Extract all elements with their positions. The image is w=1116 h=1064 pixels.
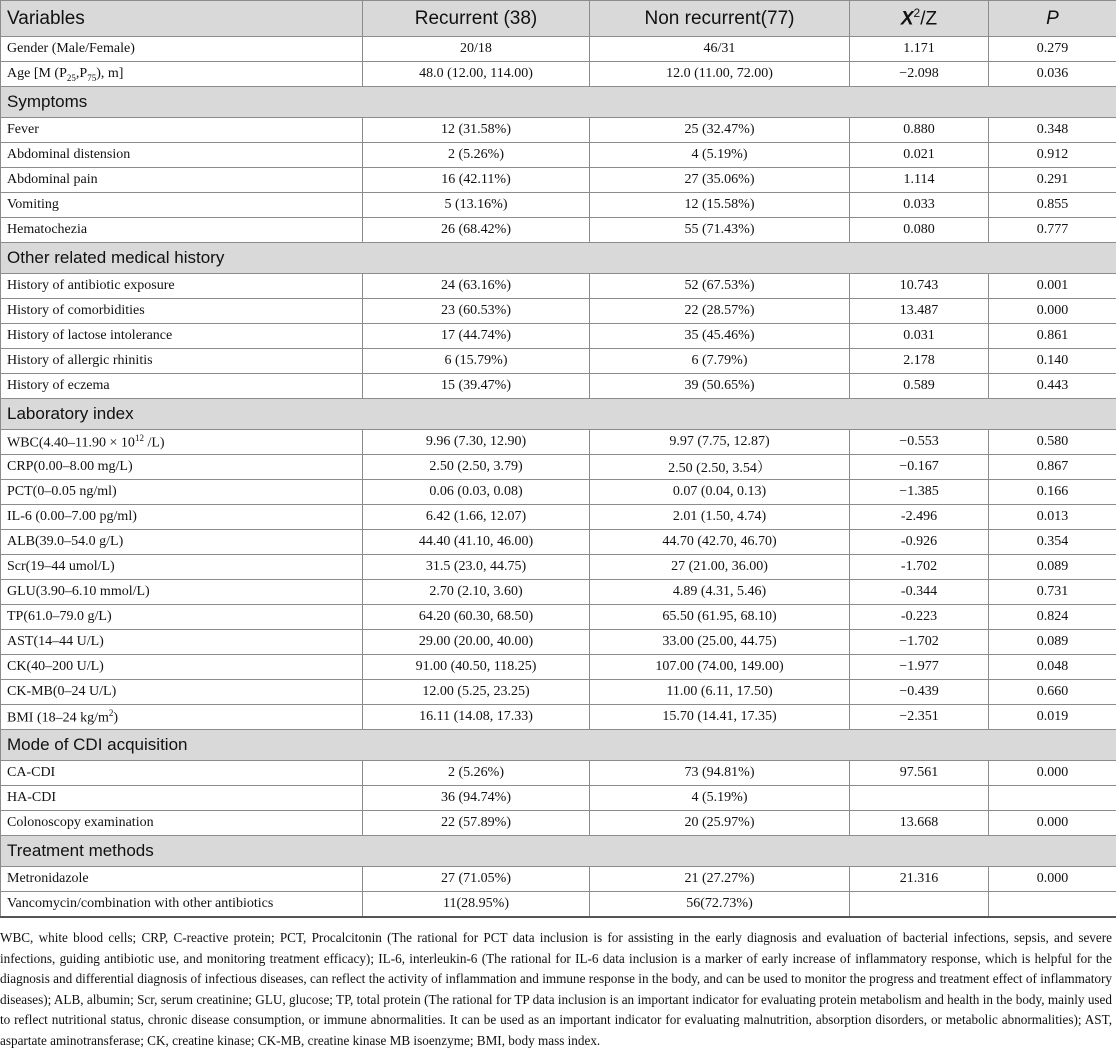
non-recurrent-cell: 55 (71.43%) — [590, 218, 850, 243]
recurrent-cell: 5 (13.16%) — [363, 193, 590, 218]
statistic-cell: 13.668 — [850, 811, 989, 836]
p-value-cell: 0.001 — [989, 274, 1116, 299]
variable-cell: IL-6 (0.00–7.00 pg/ml) — [1, 505, 363, 530]
header-statistic-superscript: 2 — [913, 6, 921, 21]
table-row — [1, 555, 1116, 580]
statistic-cell: -0.926 — [850, 530, 989, 555]
recurrent-cell: 11(28.95%) — [363, 892, 590, 918]
header-variables: Variables — [1, 1, 363, 37]
section-row — [1, 836, 1116, 867]
non-recurrent-cell: 2.50 (2.50, 3.54） — [590, 455, 850, 480]
section-row — [1, 243, 1116, 274]
section-row — [1, 730, 1116, 761]
recurrent-cell: 16.11 (14.08, 17.33) — [363, 705, 590, 730]
statistic-cell: −1.702 — [850, 630, 989, 655]
table-row — [1, 168, 1116, 193]
p-value-cell: 0.019 — [989, 705, 1116, 730]
table-row — [1, 274, 1116, 299]
section-label: Laboratory index — [1, 399, 1116, 430]
table-header — [1, 1, 1116, 37]
variable-cell: CRP(0.00–8.00 mg/L) — [1, 455, 363, 480]
recurrent-cell: 31.5 (23.0, 44.75) — [363, 555, 590, 580]
recurrent-cell: 9.96 (7.30, 12.90) — [363, 430, 590, 455]
p-value-cell: 0.013 — [989, 505, 1116, 530]
recurrent-cell: 12 (31.58%) — [363, 118, 590, 143]
p-value-cell: 0.443 — [989, 374, 1116, 399]
statistic-cell: 0.033 — [850, 193, 989, 218]
header-recurrent: Recurrent (38) — [363, 1, 590, 37]
variable-cell: CA-CDI — [1, 761, 363, 786]
table-row — [1, 580, 1116, 605]
variable-cell: Colonoscopy examination — [1, 811, 363, 836]
statistic-cell: −0.167 — [850, 455, 989, 480]
p-value-cell: 0.660 — [989, 680, 1116, 705]
non-recurrent-cell: 9.97 (7.75, 12.87) — [590, 430, 850, 455]
statistic-cell: −0.553 — [850, 430, 989, 455]
table-row — [1, 374, 1116, 399]
table-row — [1, 505, 1116, 530]
recurrent-cell: 48.0 (12.00, 114.00) — [363, 62, 590, 87]
recurrent-cell: 2.50 (2.50, 3.79) — [363, 455, 590, 480]
variable-cell: Vancomycin/combination with other antibiotics — [1, 892, 363, 918]
statistic-cell: 0.589 — [850, 374, 989, 399]
recurrent-cell: 2.70 (2.10, 3.60) — [363, 580, 590, 605]
variable-cell: History of comorbidities — [1, 299, 363, 324]
statistic-cell: 97.561 — [850, 761, 989, 786]
variable-cell: Age [M $(P_{25},P_{75})$, m] — [1, 62, 363, 87]
recurrent-cell: 23 (60.53%) — [363, 299, 590, 324]
statistic-cell: 21.316 — [850, 867, 989, 892]
non-recurrent-cell: 65.50 (61.95, 68.10) — [590, 605, 850, 630]
recurrent-cell: 17 (44.74%) — [363, 324, 590, 349]
table-row — [1, 62, 1116, 87]
non-recurrent-cell: 35 (45.46%) — [590, 324, 850, 349]
non-recurrent-cell: 21 (27.27%) — [590, 867, 850, 892]
p-value-cell: 0.000 — [989, 761, 1116, 786]
non-recurrent-cell: 4 (5.19%) — [590, 786, 850, 811]
p-value-cell — [989, 892, 1116, 918]
recurrent-cell: 44.40 (41.10, 46.00) — [363, 530, 590, 555]
p-value-cell: 0.912 — [989, 143, 1116, 168]
statistic-cell: -1.702 — [850, 555, 989, 580]
recurrent-cell: 0.06 (0.03, 0.08) — [363, 480, 590, 505]
statistic-cell: −1.385 — [850, 480, 989, 505]
p-value-cell — [989, 786, 1116, 811]
variable-cell: Abdominal pain — [1, 168, 363, 193]
variable-cell: History of eczema — [1, 374, 363, 399]
p-value-cell: 0.861 — [989, 324, 1116, 349]
p-value-cell: 0.777 — [989, 218, 1116, 243]
p-value-cell: 0.824 — [989, 605, 1116, 630]
variable-cell: Fever — [1, 118, 363, 143]
non-recurrent-cell: 56(72.73%) — [590, 892, 850, 918]
section-label: Symptoms — [1, 87, 1116, 118]
variable-cell: $WBC(4.40-11.90 \times 10^{12}$ /L) — [1, 430, 363, 455]
non-recurrent-cell: 46/31 — [590, 37, 850, 62]
recurrent-cell: 26 (68.42%) — [363, 218, 590, 243]
statistic-cell — [850, 892, 989, 918]
recurrent-cell: 6 (15.79%) — [363, 349, 590, 374]
non-recurrent-cell: 33.00 (25.00, 44.75) — [590, 630, 850, 655]
p-value-cell: 0.166 — [989, 480, 1116, 505]
non-recurrent-cell: 15.70 (14.41, 17.35) — [590, 705, 850, 730]
table-row — [1, 480, 1116, 505]
variable-cell: TP(61.0–79.0 g/L) — [1, 605, 363, 630]
non-recurrent-cell: 4 (5.19%) — [590, 143, 850, 168]
non-recurrent-cell: 27 (35.06%) — [590, 168, 850, 193]
section-label: Other related medical history — [1, 243, 1116, 274]
non-recurrent-cell: 44.70 (42.70, 46.70) — [590, 530, 850, 555]
p-value-cell: 0.089 — [989, 555, 1116, 580]
variable-cell: History of antibiotic exposure — [1, 274, 363, 299]
table-footnote: WBC, white blood cells; CRP, C-reactive protein; PCT, Procalcitonin (The rational for PCT data inclusion is for assisting in the early diagnosis and evaluation of bacterial infections, sepsis, and severe infections, guiding antibiotic use, and monitoring treatment efficacy); IL-6, interleukin-6 (The rational for IL-6 data inclusion is a marker of early increase of inflammatory response, which is helpful for the diagnosis and differential diagnosis of infectious diseases, can reflect the activity of inflammation and immune response in the body, and can be used to monitor the progress and treatment effect of inflammatory diseases); ALB, albumin; Scr, serum creatinine; GLU, glucose; TP, total protein (The rational for TP data inclusion is an important indicator for evaluating protein metabolism and health in the body, mainly used to reflect nutritional status, chronic disease consumption, or immune abnormalities. It can be used as an important indicator for evaluating malnutrition, absorption disorders, or metabolic abnormalities); AST, aspartate aminotransferase; CK, creatine kinase; CK-MB, creatine kinase MB isoenzyme; BMI, body mass index. — [0, 930, 1112, 1048]
statistic-cell: −2.351 — [850, 705, 989, 730]
header-statistic — [850, 1, 989, 37]
non-recurrent-cell: 25 (32.47%) — [590, 118, 850, 143]
statistic-cell: 0.080 — [850, 218, 989, 243]
statistic-cell — [850, 786, 989, 811]
variable-cell: PCT(0–0.05 ng/ml) — [1, 480, 363, 505]
p-value-cell: 0.000 — [989, 811, 1116, 836]
header-statistic-suffix: /Z — [920, 8, 938, 30]
p-value-cell: 0.354 — [989, 530, 1116, 555]
p-value-cell: 0.140 — [989, 349, 1116, 374]
variable-cell: Gender (Male/Female) — [1, 37, 363, 62]
non-recurrent-cell: 6 (7.79%) — [590, 349, 850, 374]
non-recurrent-cell: 22 (28.57%) — [590, 299, 850, 324]
p-value-cell: 0.000 — [989, 299, 1116, 324]
non-recurrent-cell: 73 (94.81%) — [590, 761, 850, 786]
p-value-cell: 0.348 — [989, 118, 1116, 143]
recurrent-cell: 29.00 (20.00, 40.00) — [363, 630, 590, 655]
table-row — [1, 530, 1116, 555]
table-row — [1, 118, 1116, 143]
recurrent-cell: 16 (42.11%) — [363, 168, 590, 193]
header-p-value: P — [989, 1, 1116, 37]
table-row — [1, 218, 1116, 243]
p-value-cell: 0.580 — [989, 430, 1116, 455]
variable-cell: GLU(3.90–6.10 mmol/L) — [1, 580, 363, 605]
non-recurrent-cell: 11.00 (6.11, 17.50) — [590, 680, 850, 705]
recurrent-cell: 2 (5.26%) — [363, 143, 590, 168]
non-recurrent-cell: 52 (67.53%) — [590, 274, 850, 299]
recurrent-cell: 12.00 (5.25, 23.25) — [363, 680, 590, 705]
statistic-cell: −1.977 — [850, 655, 989, 680]
header-non-recurrent: Non recurrent(77) — [590, 1, 850, 37]
variable-cell: Vomiting — [1, 193, 363, 218]
variable-cell: Scr(19–44 umol/L) — [1, 555, 363, 580]
p-value-cell: 0.036 — [989, 62, 1116, 87]
non-recurrent-cell: 107.00 (74.00, 149.00) — [590, 655, 850, 680]
table-row — [1, 705, 1116, 730]
p-value-cell: 0.855 — [989, 193, 1116, 218]
recurrent-cell: 91.00 (40.50, 118.25) — [363, 655, 590, 680]
p-value-cell: 0.048 — [989, 655, 1116, 680]
p-value-cell: 0.731 — [989, 580, 1116, 605]
table-row — [1, 630, 1116, 655]
recurrent-cell: 15 (39.47%) — [363, 374, 590, 399]
table-row — [1, 867, 1116, 892]
variable-cell: BMI (18–24 $kg/m^2$) — [1, 705, 363, 730]
statistic-cell: 0.880 — [850, 118, 989, 143]
non-recurrent-cell: 27 (21.00, 36.00) — [590, 555, 850, 580]
table-row — [1, 455, 1116, 480]
recurrent-cell: 22 (57.89%) — [363, 811, 590, 836]
section-label: Mode of CDI acquisition — [1, 730, 1116, 761]
table-row — [1, 37, 1116, 62]
variable-cell: CK-MB(0–24 U/L) — [1, 680, 363, 705]
variable-cell: History of lactose intolerance — [1, 324, 363, 349]
recurrent-cell: 64.20 (60.30, 68.50) — [363, 605, 590, 630]
statistic-cell: −0.439 — [850, 680, 989, 705]
table-row — [1, 193, 1116, 218]
statistic-cell: 0.021 — [850, 143, 989, 168]
table-body — [1, 37, 1116, 918]
table-row — [1, 299, 1116, 324]
statistic-cell: 10.743 — [850, 274, 989, 299]
variable-cell: Abdominal distension — [1, 143, 363, 168]
table-row — [1, 605, 1116, 630]
recurrent-cell: 20/18 — [363, 37, 590, 62]
recurrent-cell: 27 (71.05%) — [363, 867, 590, 892]
p-value-cell: 0.291 — [989, 168, 1116, 193]
table-row — [1, 761, 1116, 786]
variable-cell: AST(14–44 U/L) — [1, 630, 363, 655]
table-row — [1, 324, 1116, 349]
statistic-cell: 0.031 — [850, 324, 989, 349]
table-row — [1, 811, 1116, 836]
variable-cell: ALB(39.0–54.0 g/L) — [1, 530, 363, 555]
table-row — [1, 143, 1116, 168]
table-row — [1, 655, 1116, 680]
statistic-cell: -0.344 — [850, 580, 989, 605]
section-row — [1, 399, 1116, 430]
p-value-cell: 0.279 — [989, 37, 1116, 62]
header-statistic-symbol: X — [900, 8, 914, 30]
recurrent-cell: 2 (5.26%) — [363, 761, 590, 786]
p-value-cell: 0.089 — [989, 630, 1116, 655]
p-value-cell: 0.000 — [989, 867, 1116, 892]
non-recurrent-cell: 12 (15.58%) — [590, 193, 850, 218]
non-recurrent-cell: 39 (50.65%) — [590, 374, 850, 399]
recurrent-cell: 24 (63.16%) — [363, 274, 590, 299]
non-recurrent-cell: 20 (25.97%) — [590, 811, 850, 836]
statistic-cell: -2.496 — [850, 505, 989, 530]
table-row — [1, 349, 1116, 374]
statistic-cell: 1.171 — [850, 37, 989, 62]
statistic-cell: -0.223 — [850, 605, 989, 630]
table-row — [1, 892, 1116, 918]
section-row — [1, 87, 1116, 118]
table-row — [1, 786, 1116, 811]
non-recurrent-cell: 2.01 (1.50, 4.74) — [590, 505, 850, 530]
non-recurrent-cell: 12.0 (11.00, 72.00) — [590, 62, 850, 87]
recurrent-cell: 6.42 (1.66, 12.07) — [363, 505, 590, 530]
variable-cell: CK(40–200 U/L) — [1, 655, 363, 680]
statistic-cell: 1.114 — [850, 168, 989, 193]
variable-cell: Hematochezia — [1, 218, 363, 243]
p-value-cell: 0.867 — [989, 455, 1116, 480]
statistic-cell: 2.178 — [850, 349, 989, 374]
variable-cell: Metronidazole — [1, 867, 363, 892]
statistic-cell: 13.487 — [850, 299, 989, 324]
variable-cell: HA-CDI — [1, 786, 363, 811]
recurrent-cell: 36 (94.74%) — [363, 786, 590, 811]
variable-cell: History of allergic rhinitis — [1, 349, 363, 374]
section-label: Treatment methods — [1, 836, 1116, 867]
non-recurrent-cell: 4.89 (4.31, 5.46) — [590, 580, 850, 605]
statistic-cell: −2.098 — [850, 62, 989, 87]
table-row — [1, 680, 1116, 705]
table-row — [1, 430, 1116, 455]
non-recurrent-cell: 0.07 (0.04, 0.13) — [590, 480, 850, 505]
